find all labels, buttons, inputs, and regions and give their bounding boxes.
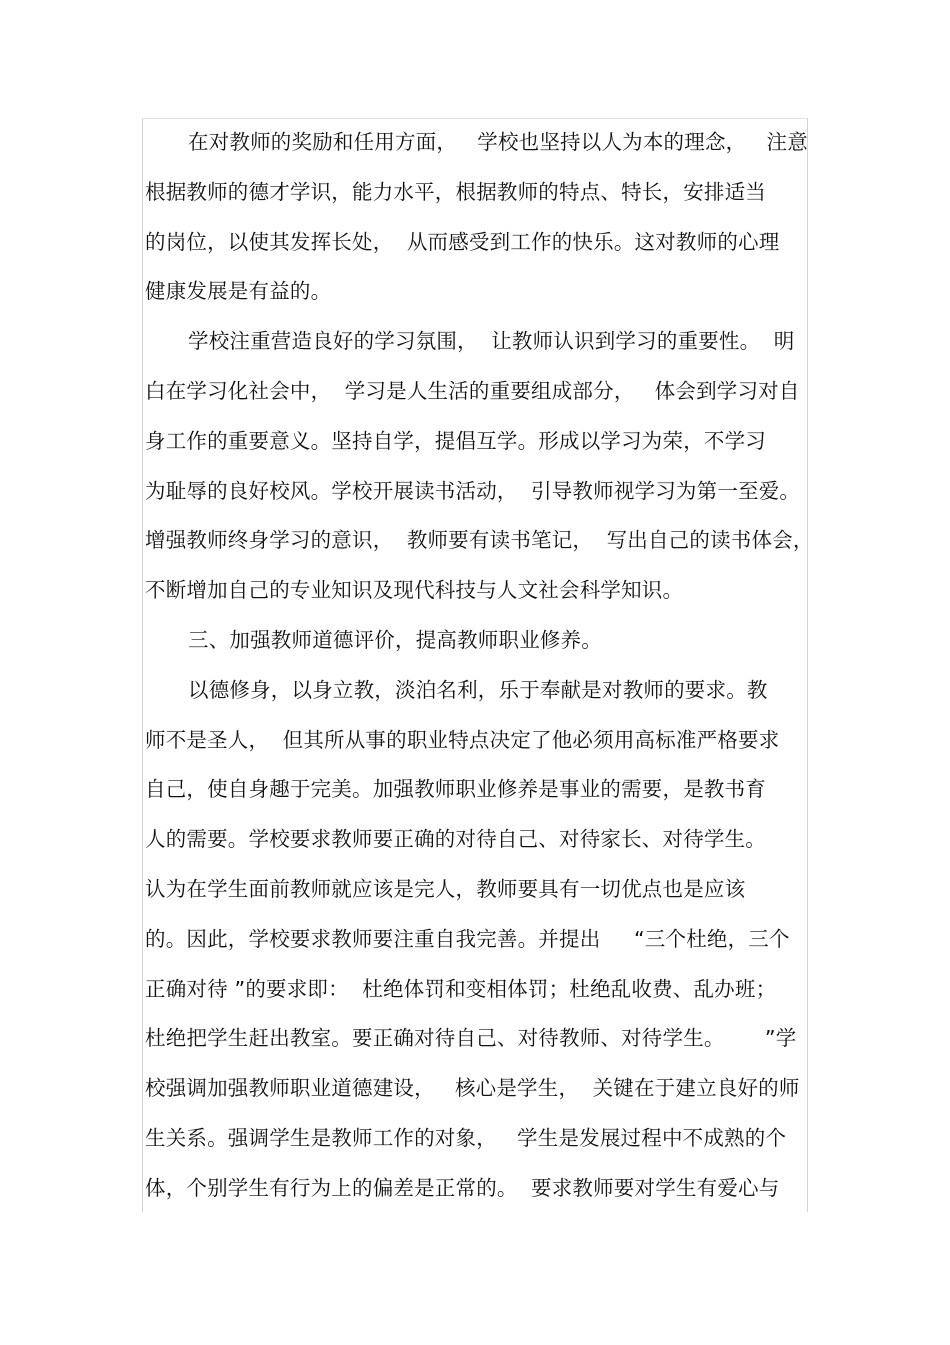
paragraph-line: 校强调加强教师职业道德建设， 核心是学生， 关键在于建立良好的师	[145, 1076, 800, 1101]
section-heading: 三、加强教师道德评价，提高教师职业修养。	[188, 627, 602, 652]
paragraph-line: 健康发展是有益的。	[145, 279, 332, 304]
paragraph-line: 杜绝把学生赶出教室。要正确对待自己、对待教师、对待学生。 ”学	[145, 1026, 797, 1051]
paragraph-line: 生关系。强调学生是教师工作的对象， 学生是发展过程中不成熟的个	[145, 1125, 787, 1150]
document-body	[145, 120, 815, 1216]
paragraph-line: 正确对待 ”的要求即： 杜绝体罚和变相体罚；杜绝乱收费、乱办班；	[145, 976, 777, 1001]
paragraph-line: 学校注重营造良好的学习氛围， 让教师认识到学习的重要性。 明	[188, 329, 795, 354]
paragraph-line: 人的需要。学校要求教师要正确的对待自己、对待家长、对待学生。	[145, 827, 766, 852]
paragraph-line: 身工作的重要意义。坚持自学，提倡互学。形成以学习为荣，不学习	[145, 428, 766, 453]
paragraph-line: 体，个别学生有行为上的偏差是正常的。 要求教师要对学生有爱心与	[145, 1175, 780, 1200]
paragraph-line: 为耻辱的良好校风。学校开展读书活动， 引导教师视学习为第一至爱。	[145, 478, 801, 503]
paragraph-line: 的。因此，学校要求教师要注重自我完善。并提出 “三个杜绝，三个	[145, 926, 790, 951]
paragraph-line: 自己，使自身趣于完美。加强教师职业修养是事业的需要，是教书育	[145, 777, 766, 802]
paragraph-line: 以德修身，以身立教，淡泊名利，乐于奉献是对教师的要求。教	[188, 677, 768, 702]
paragraph-line: 师不是圣人， 但其所从事的职业特点决定了他必须用高标准严格要求	[145, 727, 780, 752]
paragraph-line: 增强教师终身学习的意识， 教师要有读书笔记， 写出自己的读书体会，	[145, 528, 814, 553]
paragraph-line: 在对教师的奖励和任用方面， 学校也坚持以人为本的理念， 注意	[188, 130, 808, 154]
paragraph-line: 认为在学生面前教师就应该是完人，教师要具有一切优点也是应该	[145, 876, 746, 901]
paragraph-line: 根据教师的德才学识，能力水平，根据教师的特点、特长，安排适当	[145, 179, 766, 204]
paragraph-line: 白在学习化社会中， 学习是人生活的重要组成部分， 体会到学习对自	[145, 378, 800, 403]
paragraph-line: 的岗位，以使其发挥长处， 从而感受到工作的快乐。这对教师的心理	[145, 229, 780, 254]
paragraph-line: 不断增加自己的专业知识及现代科技与人文社会科学知识。	[145, 578, 684, 603]
